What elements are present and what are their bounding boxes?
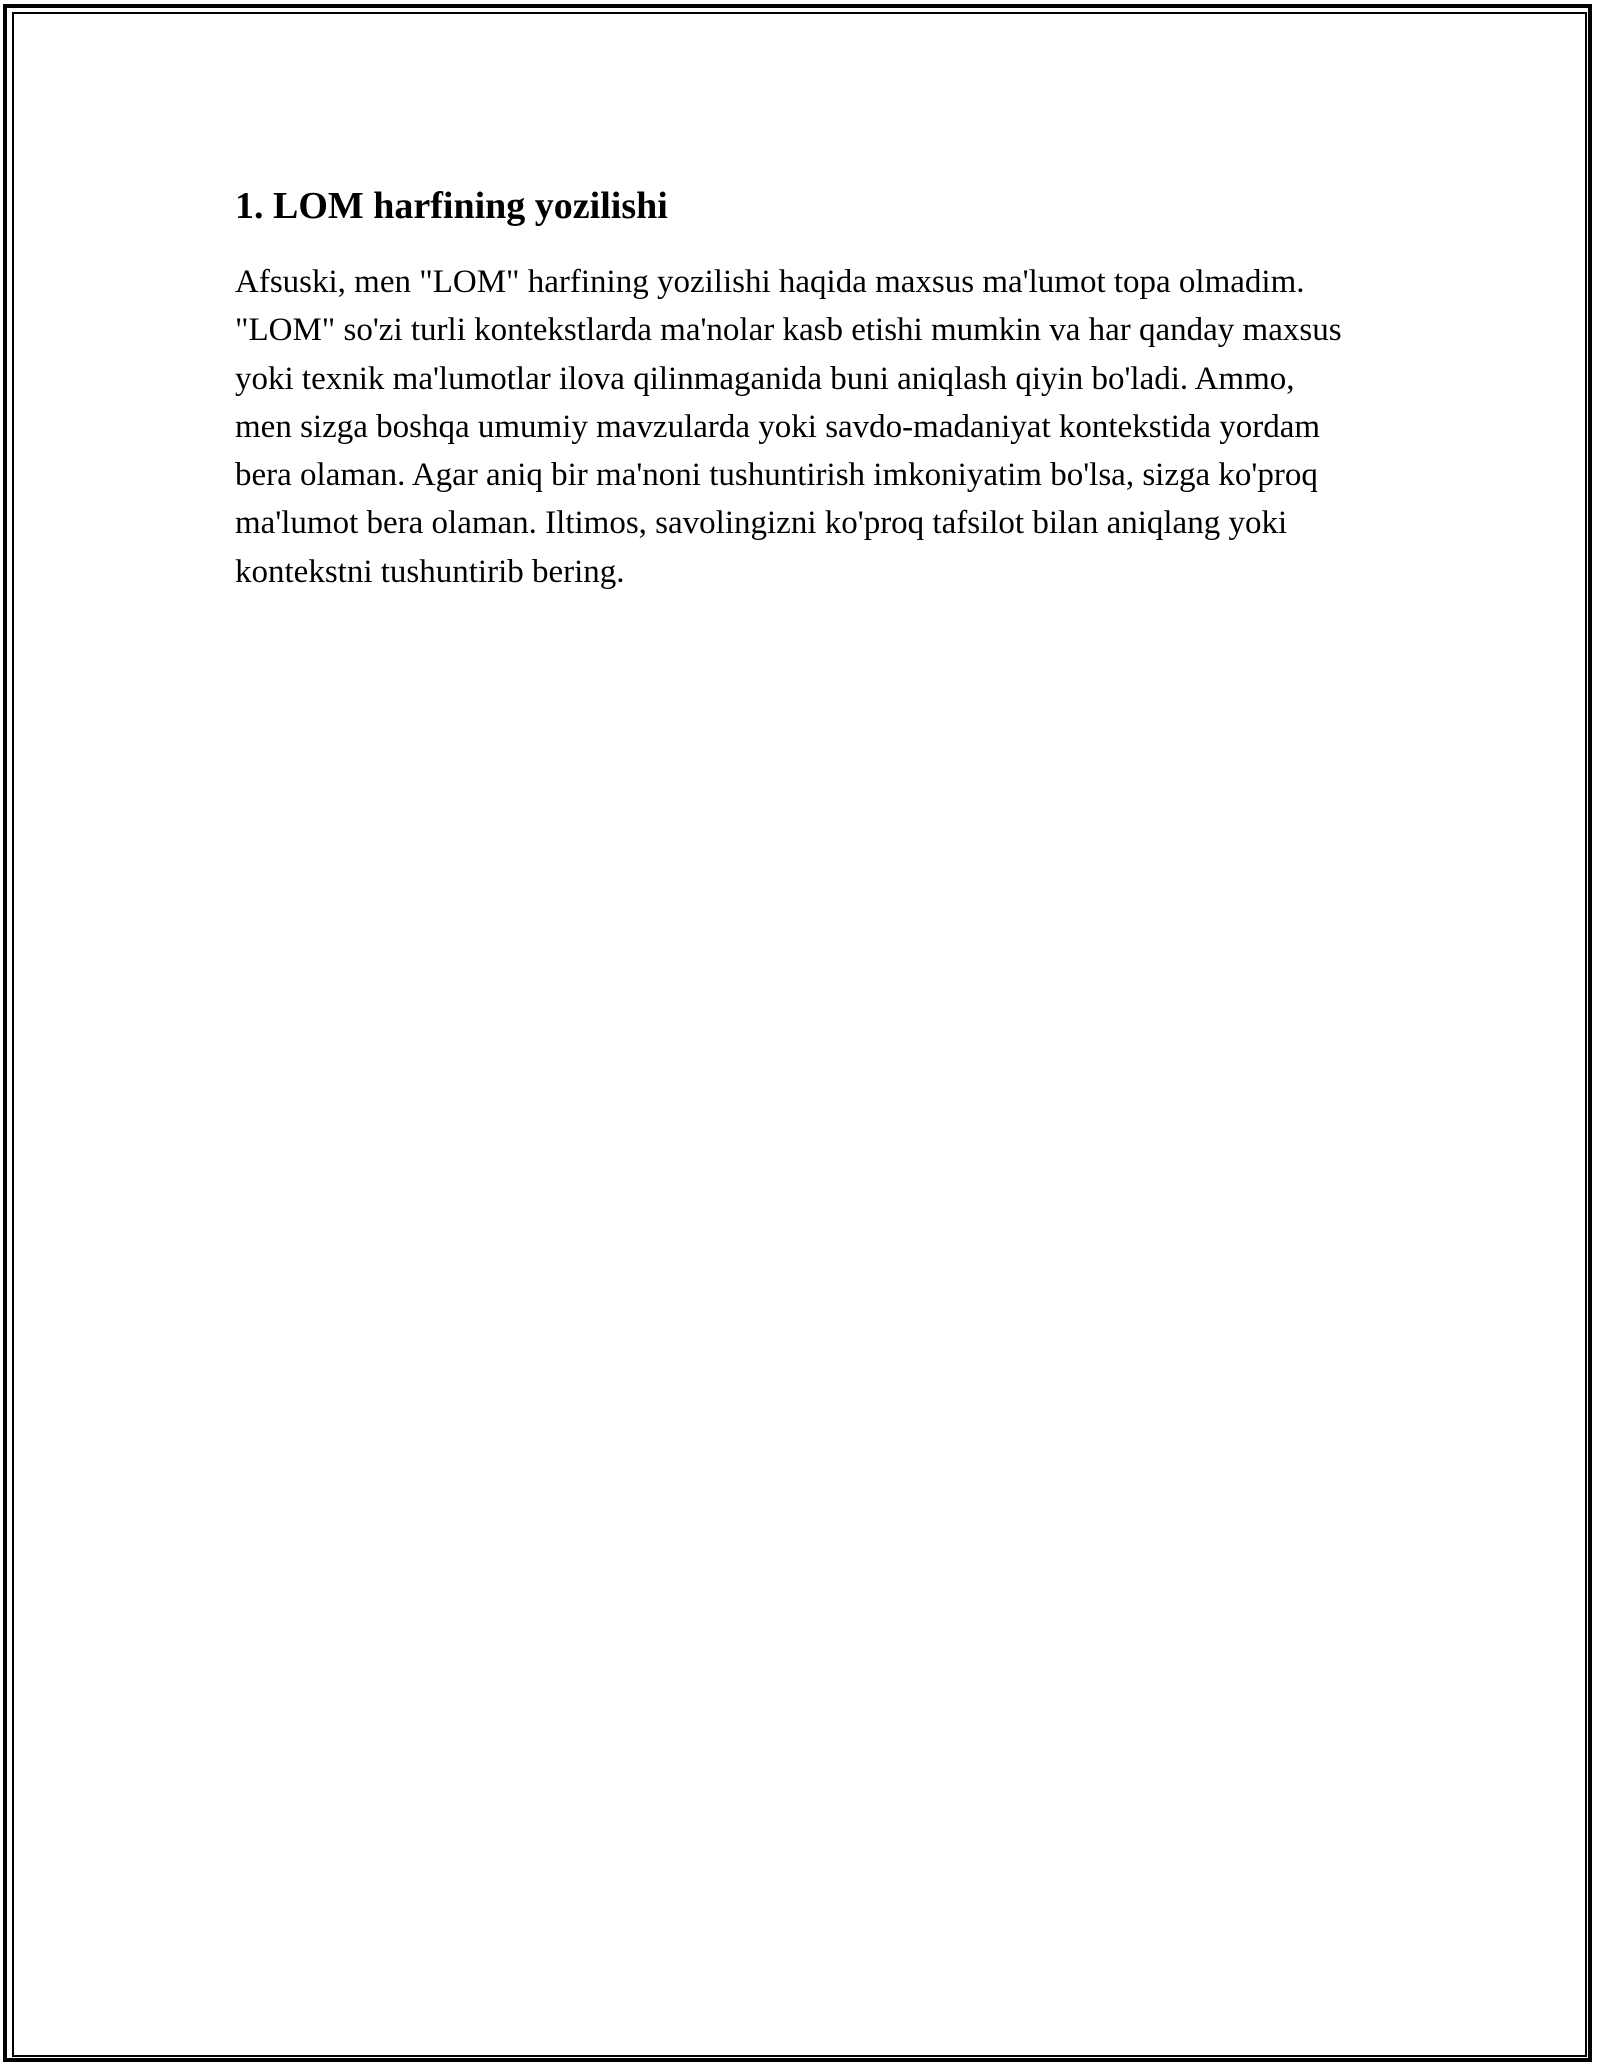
section-heading: 1. LOM harfining yozilishi xyxy=(235,185,668,227)
document-content xyxy=(235,183,1355,596)
section-paragraph: Afsuski, men "LOM" harfining yozilishi haqida maxsus ma'lumot topa olmadim. "LOM" so'zi turli kontekstlarda ma'nolar kasb etishi mumkin va har qanday maxsus yoki texnik ma'lumotlar ilova qilinmaganida buni aniqlash qiyin bo'ladi. Ammo, men sizga boshqa umumiy mavzularda yoki savdo-madaniyat kontekstida yordam bera olaman. Agar aniq bir ma'noni tushuntirish imkoniyatim bo'lsa, sizga ko'proq ma'lumot bera olaman. Iltimos, savolingizni ko'proq tafsilot bilan aniqlang yoki kontekstni tushuntirib bering. xyxy=(235,264,1342,590)
